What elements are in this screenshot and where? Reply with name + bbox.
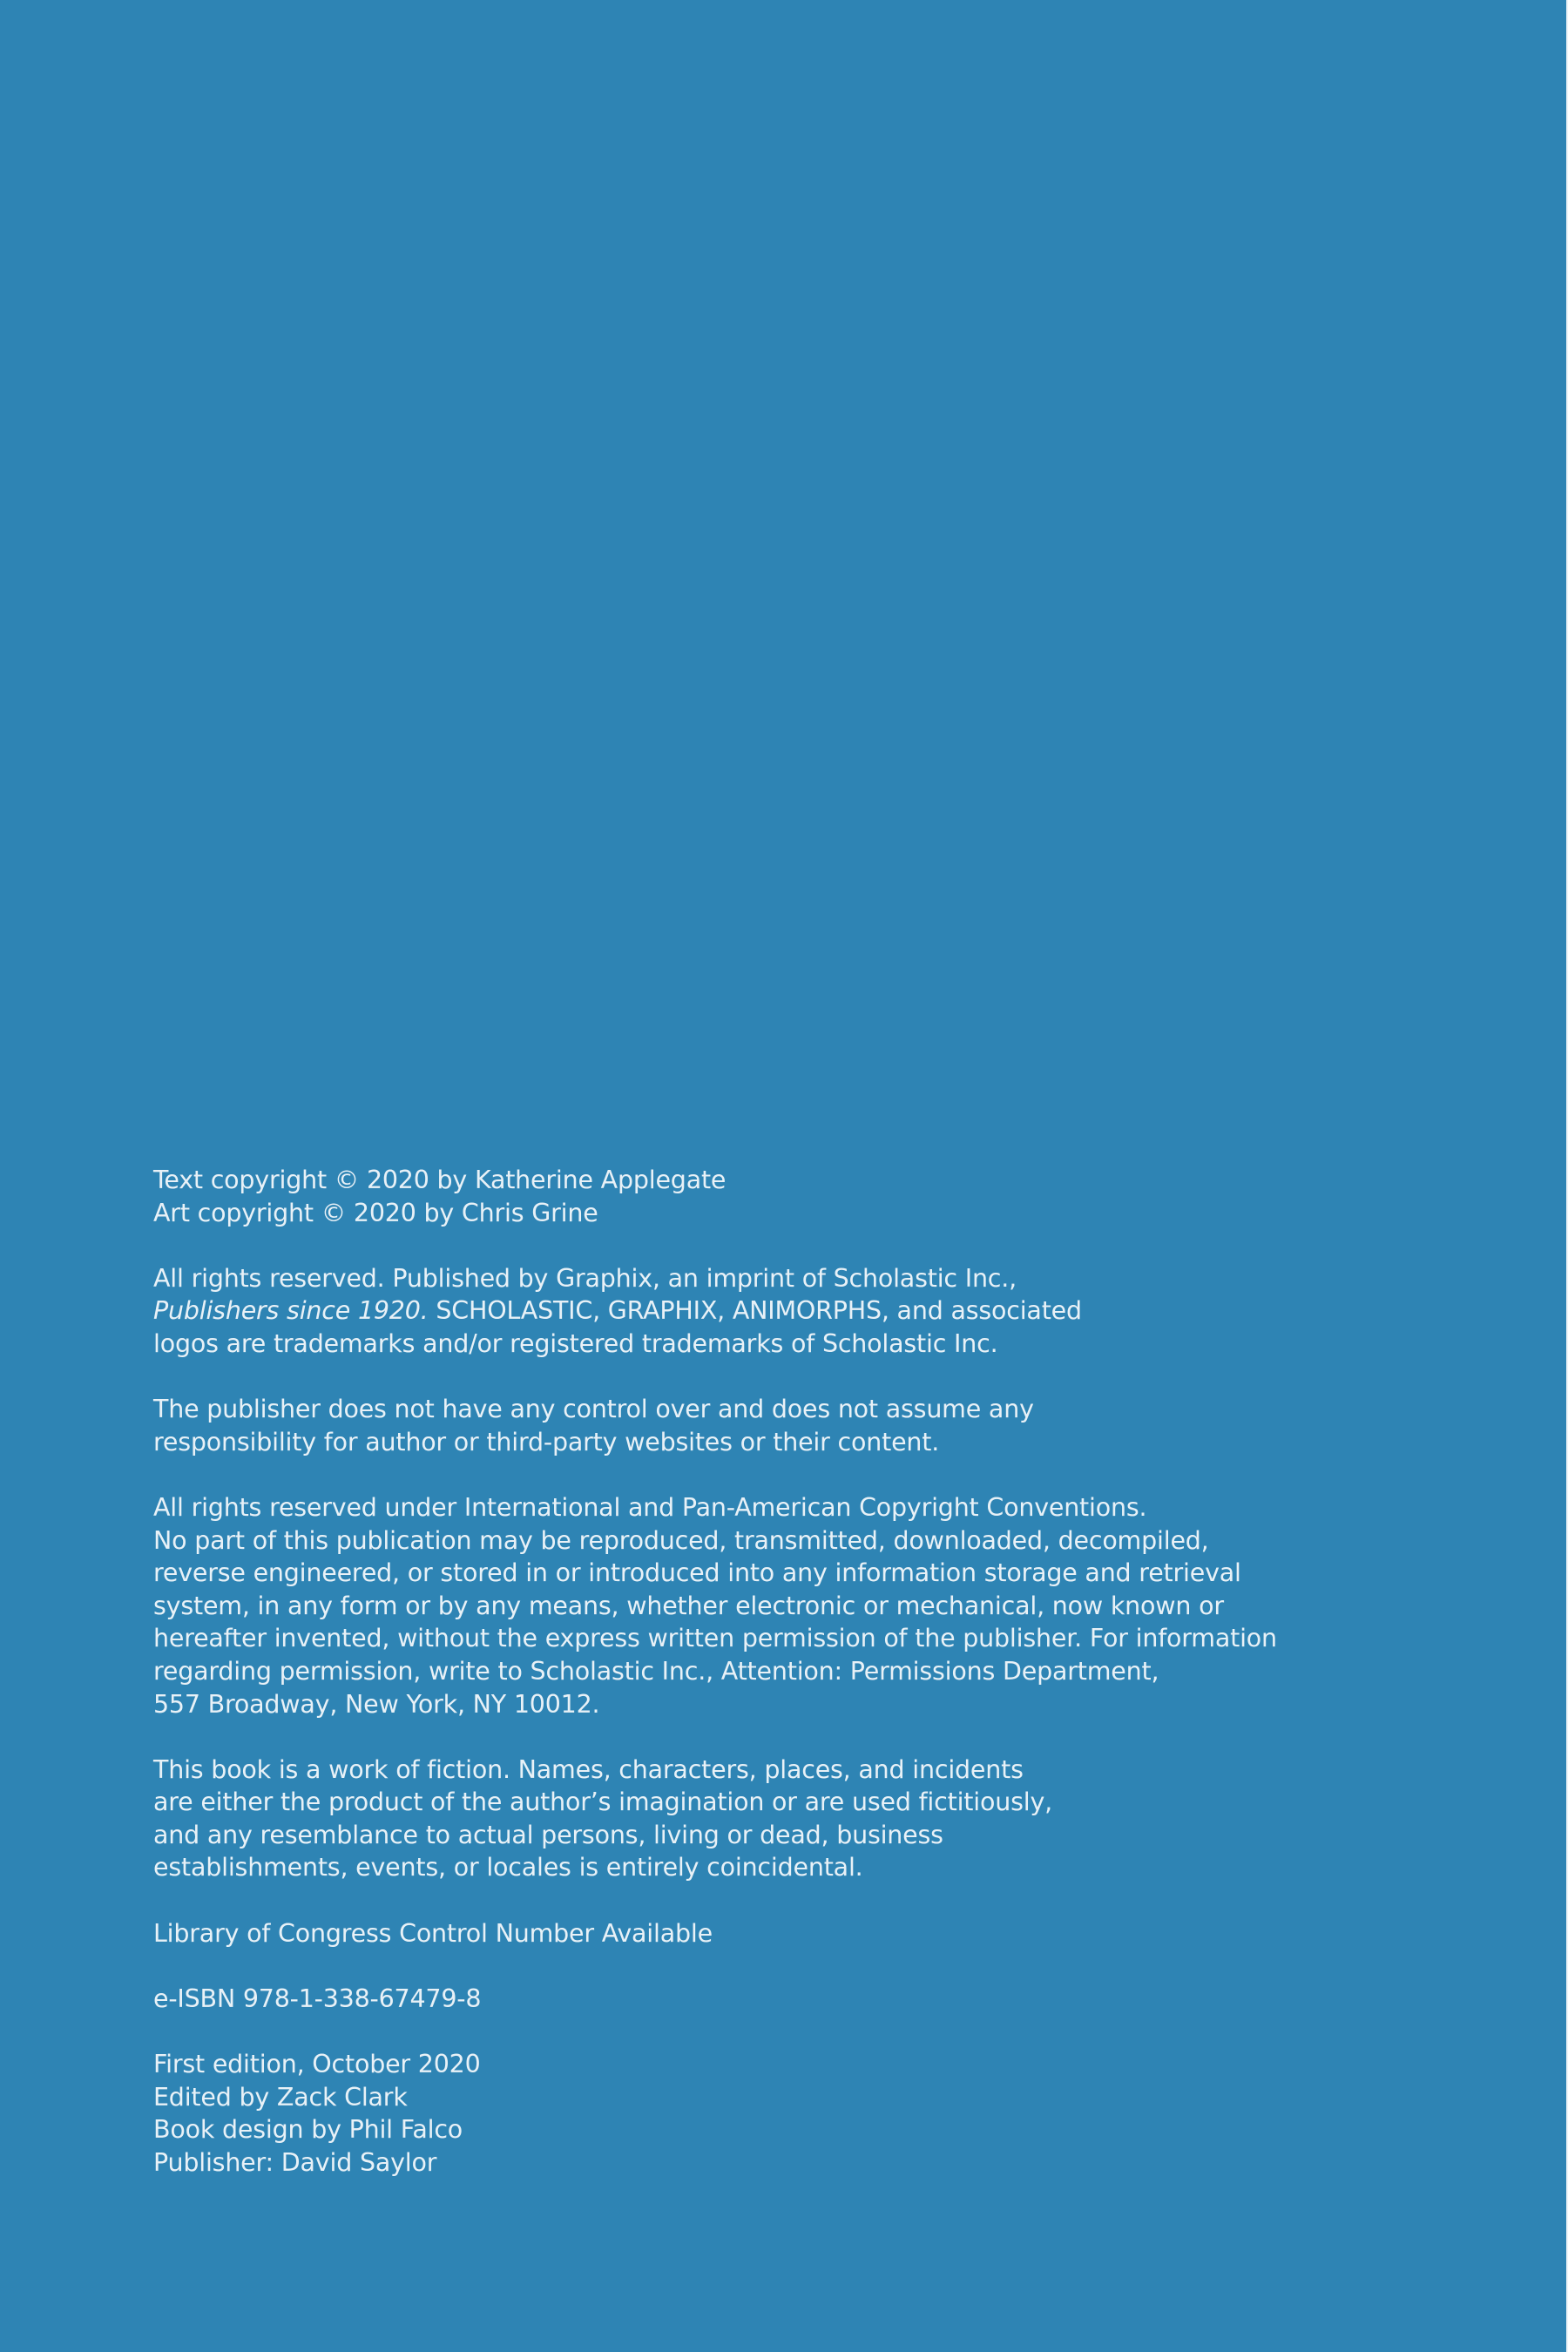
conventions-line-3: reverse engineered, or stored in or introduced into any information storage and retrieval	[153, 1558, 1241, 1588]
conventions-line-6: regarding permission, write to Scholastic Inc., Attention: Permissions Department,	[153, 1656, 1159, 1686]
publisher-disclaimer	[153, 1393, 1390, 1458]
conventions-line-1: All rights reserved under International and Pan-American Copyright Conventions.	[153, 1492, 1147, 1522]
design-text: Book design by Phil Falco	[153, 2115, 463, 2145]
copyright-text-block	[153, 1164, 1390, 2212]
fiction-line-4: establishments, events, or locales is entirely coincidental.	[153, 1853, 863, 1882]
fiction-line-3: and any resemblance to actual persons, living or dead, business	[153, 1820, 943, 1849]
fiction-line-2: are either the product of the author’s imagination or are used fictitiously,	[153, 1788, 1052, 1817]
conventions-line-2: No part of this publication may be reproduced, transmitted, downloaded, decompiled,	[153, 1525, 1209, 1555]
conventions-line-5: hereafter invented, without the express written permission of the publisher. For information	[153, 1624, 1277, 1653]
trademark-text: SCHOLASTIC, GRAPHIX, ANIMORPHS, and associated	[428, 1296, 1082, 1326]
publisher-since-text: Publishers since 1920.	[153, 1296, 429, 1326]
conventions-line-4: system, in any form or by any means, whether electronic or mechanical, now known or	[153, 1591, 1224, 1620]
editor-text: Edited by Zack Clark	[153, 2082, 408, 2112]
disclaimer-line-1: The publisher does not have any control over and does not assume any	[153, 1395, 1034, 1424]
fiction-notice	[153, 1754, 1390, 1884]
rights-line-1: All rights reserved. Published by Graphix, an imprint of Scholastic Inc.,	[153, 1263, 1017, 1293]
eisbn-text: e-ISBN 978-1-338-67479-8	[153, 1984, 482, 2013]
edition-credits	[153, 2048, 1390, 2179]
rights-paragraph	[153, 1262, 1390, 1361]
copyright-credits	[153, 1164, 1390, 1229]
rights-line-2	[153, 1294, 1390, 1328]
copyright-conventions	[153, 1491, 1390, 1720]
publisher-text: Publisher: David Saylor	[153, 2147, 437, 2177]
edition-text: First edition, October 2020	[153, 2050, 481, 2079]
library-of-congress	[153, 1917, 1390, 1950]
library-of-congress-text: Library of Congress Control Number Available	[153, 1918, 713, 1948]
art-copyright: Art copyright © 2020 by Chris Grine	[153, 1198, 598, 1227]
fiction-line-1: This book is a work of fiction. Names, characters, places, and incidents	[153, 1754, 1024, 1784]
conventions-line-7: 557 Broadway, New York, NY 10012.	[153, 1689, 600, 1719]
disclaimer-line-2: responsibility for author or third-party websites or their content.	[153, 1427, 940, 1456]
text-copyright: Text copyright © 2020 by Katherine Applegate	[153, 1166, 727, 1194]
rights-line-3: logos are trademarks and/or registered trademarks of Scholastic Inc.	[153, 1328, 998, 1358]
eisbn	[153, 1983, 1390, 2016]
